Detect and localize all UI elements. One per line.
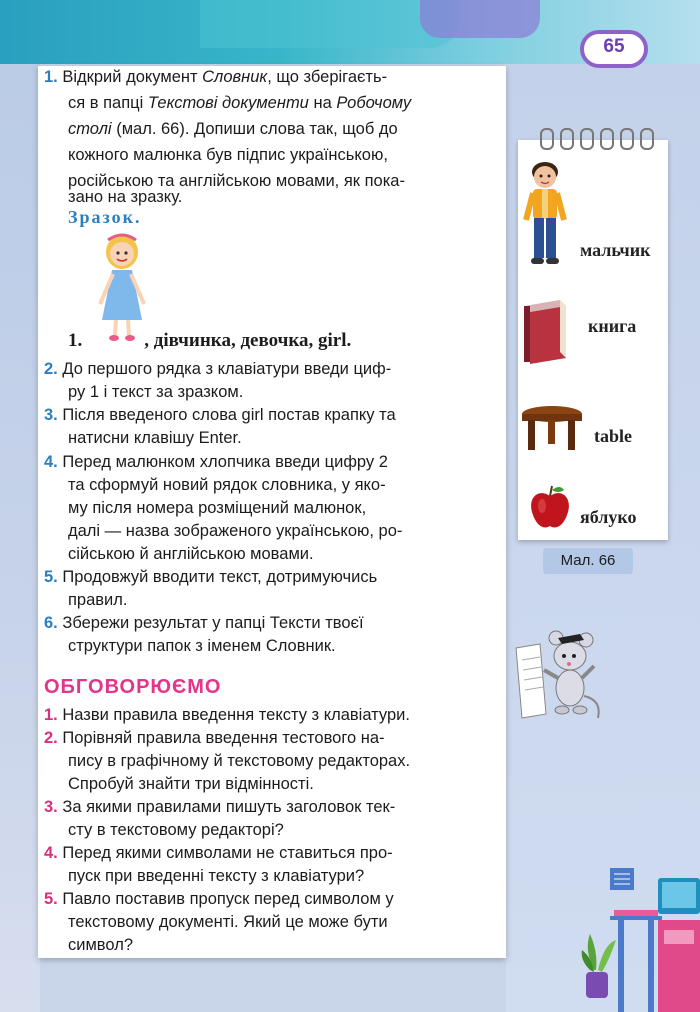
label-boy: мальчик [580,240,651,260]
step-4-line-2: та сформуй новий рядок словника, у яко- [68,476,386,494]
step-2-line-2: ру 1 і текст за зразком. [68,383,244,401]
apple-illustration [528,484,572,530]
discuss-3-line-1: 3. За якими правилами пишуть заголовок тек- [44,798,396,816]
discuss-3-line-2: сту в текстовому редакторі? [68,821,284,839]
task1-number: 1. [44,68,58,86]
discuss-4-line-2: пуск при введенні тексту з клавіатури? [68,867,365,885]
figure-caption: Мал. 66 [543,548,633,574]
header-decoration-purple [420,0,540,38]
step-4-line-5: сійською й англійською мовами. [68,545,314,563]
label-table: table [594,426,632,446]
girl-illustration [92,232,152,342]
example-title: Зразок. [68,207,142,227]
mouse-scholar-illustration [510,630,610,730]
task1-line-6: зано на зразку. [68,188,183,206]
step-6-line-1: 6. Збережи результат у папці Тексти твоєї [44,614,364,632]
discuss-5-line-3: символ? [68,936,134,954]
step-4-line-4: далі — назва зображеного українською, ро- [68,522,403,540]
step-5-line-2: правил. [68,591,128,609]
discuss-1-line-1: 1. Назви правила введення тексту з клавіатури. [44,706,410,724]
discuss-5-line-1: 5. Павло поставив пропуск перед символом у [44,890,394,908]
discuss-4-line-1: 4. Перед якими символами не ставиться про- [44,844,393,862]
page-background-left [0,0,40,1012]
page-number: 65 [603,36,625,57]
step-6-line-2: структури папок з іменем Словник. [68,637,336,655]
boy-illustration [520,158,570,268]
step-2-line-1: 2. До першого рядка з клавіатури введи циф- [44,360,392,378]
discuss-2-line-2: пису в графічному й текстовому редакторах. [68,752,411,770]
desk-decoration [580,860,700,1012]
book-illustration [520,300,570,366]
step-4-line-1: 4. Перед малюнком хлопчика введи цифру 2 [44,453,388,471]
label-book: книга [588,316,637,336]
page-number-badge [580,30,650,70]
step-3-line-1: 3. Після введеного слова girl постав крапку та [44,406,396,424]
task1-line-5: російською та англійською мовами, як пока- [68,172,405,190]
discuss-heading: ОБГОВОРЮЄМО [44,676,222,698]
label-apple: яблуко [580,507,637,527]
task1-line-4: кожного малюнка був підпис українською, [68,146,388,164]
table-illustration [520,404,584,454]
task1-line-3: столі (мал. 66). Допиши слова так, щоб до [68,120,398,138]
example-line: 1. , дівчинка, девочка, girl. [68,330,352,351]
task1-line-1: 1. Відкрий документ Словник, що зберігаєть- [44,68,388,86]
task1-line-2: ся в папці Текстові документи на Робочому [68,94,412,112]
discuss-2-line-1: 2. Порівняй правила введення тестового на- [44,729,385,747]
step-3-line-2: натисни клавішу Enter. [68,429,242,447]
step-5-line-1: 5. Продовжуй вводити текст, дотримуючись [44,568,378,586]
step-4-line-3: му після номера розміщений малюнок, [68,499,367,517]
discuss-2-line-3: Спробуй знайти три відмінності. [68,775,314,793]
discuss-5-line-2: текстовому документі. Який це може бути [68,913,388,931]
